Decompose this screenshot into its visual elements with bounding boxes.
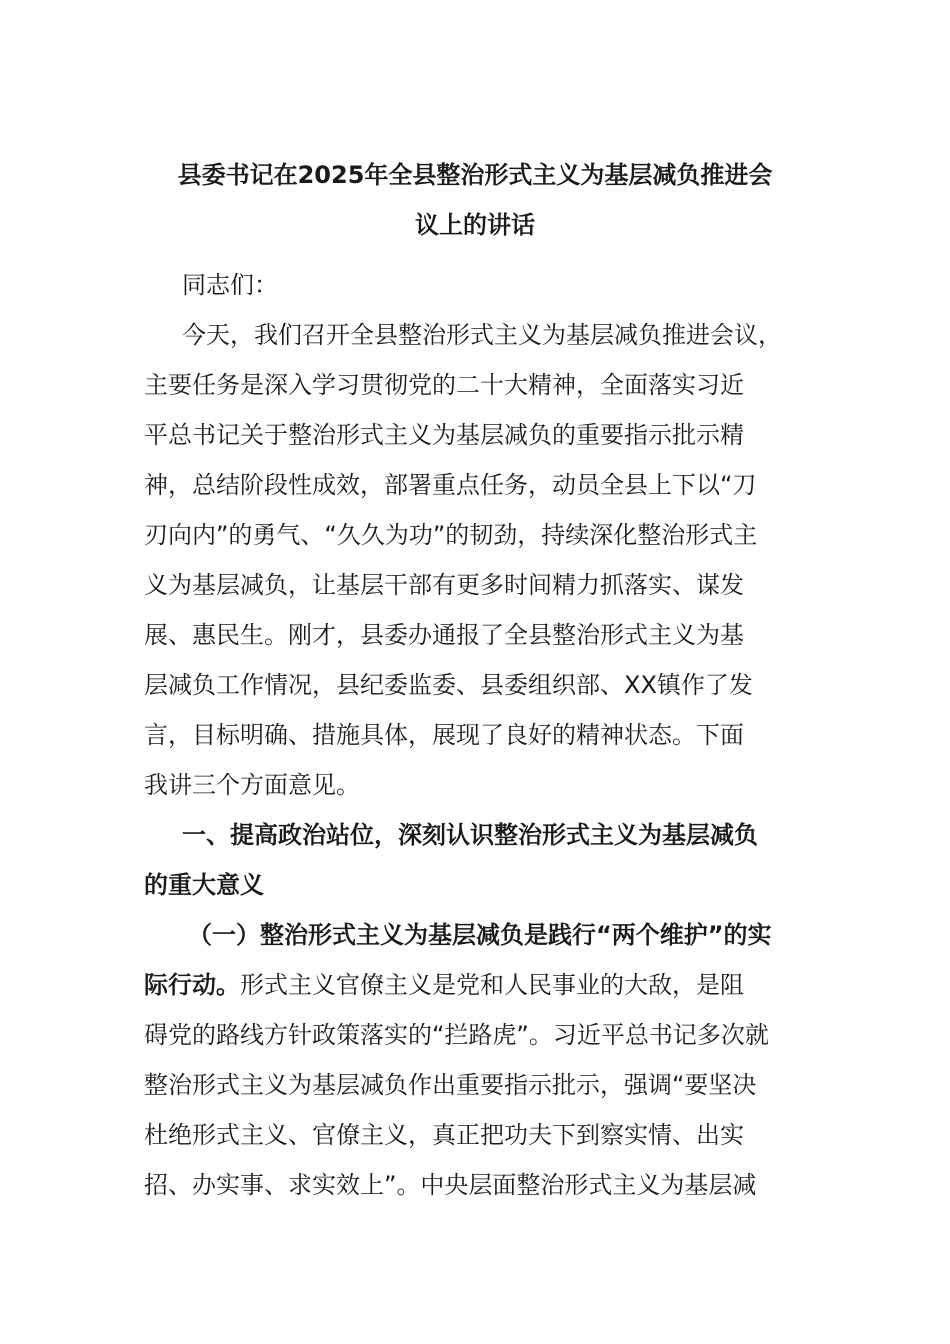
subsection-heading: （一）整治形式主义为基层减负是践行“两个维护”的实 bbox=[188, 921, 772, 949]
paragraph-line: 整治形式主义为基层减负作出重要指示批示，强调“要坚决 bbox=[144, 1071, 757, 1099]
paragraph-line: 言，目标明确、措施具体，展现了良好的精神状态。下面 bbox=[144, 721, 744, 749]
paragraph-line: 层减负工作情况，县纪委监委、县委组织部、XX镇作了发 bbox=[144, 671, 753, 699]
paragraph-line: 杜绝形式主义、官僚主义，真正把功夫下到察实情、出实 bbox=[144, 1121, 744, 1149]
paragraph-line: 平总书记关于整治形式主义为基层减负的重要指示批示精 bbox=[144, 421, 744, 449]
paragraph-line: 碍党的路线方针政策落实的“拦路虎”。习近平总书记多次就 bbox=[144, 1021, 769, 1049]
salutation: 同志们： bbox=[182, 271, 278, 299]
section-heading-line: 的重大意义 bbox=[144, 871, 264, 899]
paragraph-line: 刃向内”的勇气、“久久为功”的韧劲，持续深化整治形式主 bbox=[144, 521, 758, 549]
paragraph-line: 我讲三个方面意见。 bbox=[144, 771, 360, 799]
paragraph-line: 义为基层减负，让基层干部有更多时间精力抓落实、谋发 bbox=[144, 571, 744, 599]
paragraph-line: 神，总结阶段性成效，部署重点任务，动员全县上下以“刀 bbox=[144, 471, 757, 499]
paragraph-line: 今天，我们召开全县整治形式主义为基层减负推进会议， bbox=[182, 321, 782, 349]
paragraph-text: 形式主义官僚主义是党和人民事业的大敌，是阻 bbox=[240, 971, 744, 999]
paragraph-line: 主要任务是深入学习贯彻党的二十大精神，全面落实习近 bbox=[144, 371, 744, 399]
paragraph-line bbox=[144, 960, 744, 1010]
title-line-1: 县委书记在2025年全县整治形式主义为基层减负推进会 bbox=[177, 161, 773, 189]
document-title bbox=[140, 150, 810, 250]
section-heading-line: 一、提高政治站位，深刻认识整治形式主义为基层减负 bbox=[182, 821, 758, 849]
title-line-2: 议上的讲话 bbox=[415, 211, 535, 239]
subsection-heading-tail: 际行动。 bbox=[144, 971, 240, 999]
paragraph-line: 展、惠民生。刚才，县委办通报了全县整治形式主义为基 bbox=[144, 621, 744, 649]
paragraph-line: 招、办实事、求实效上”。中央层面整治形式主义为基层减 bbox=[144, 1171, 757, 1199]
